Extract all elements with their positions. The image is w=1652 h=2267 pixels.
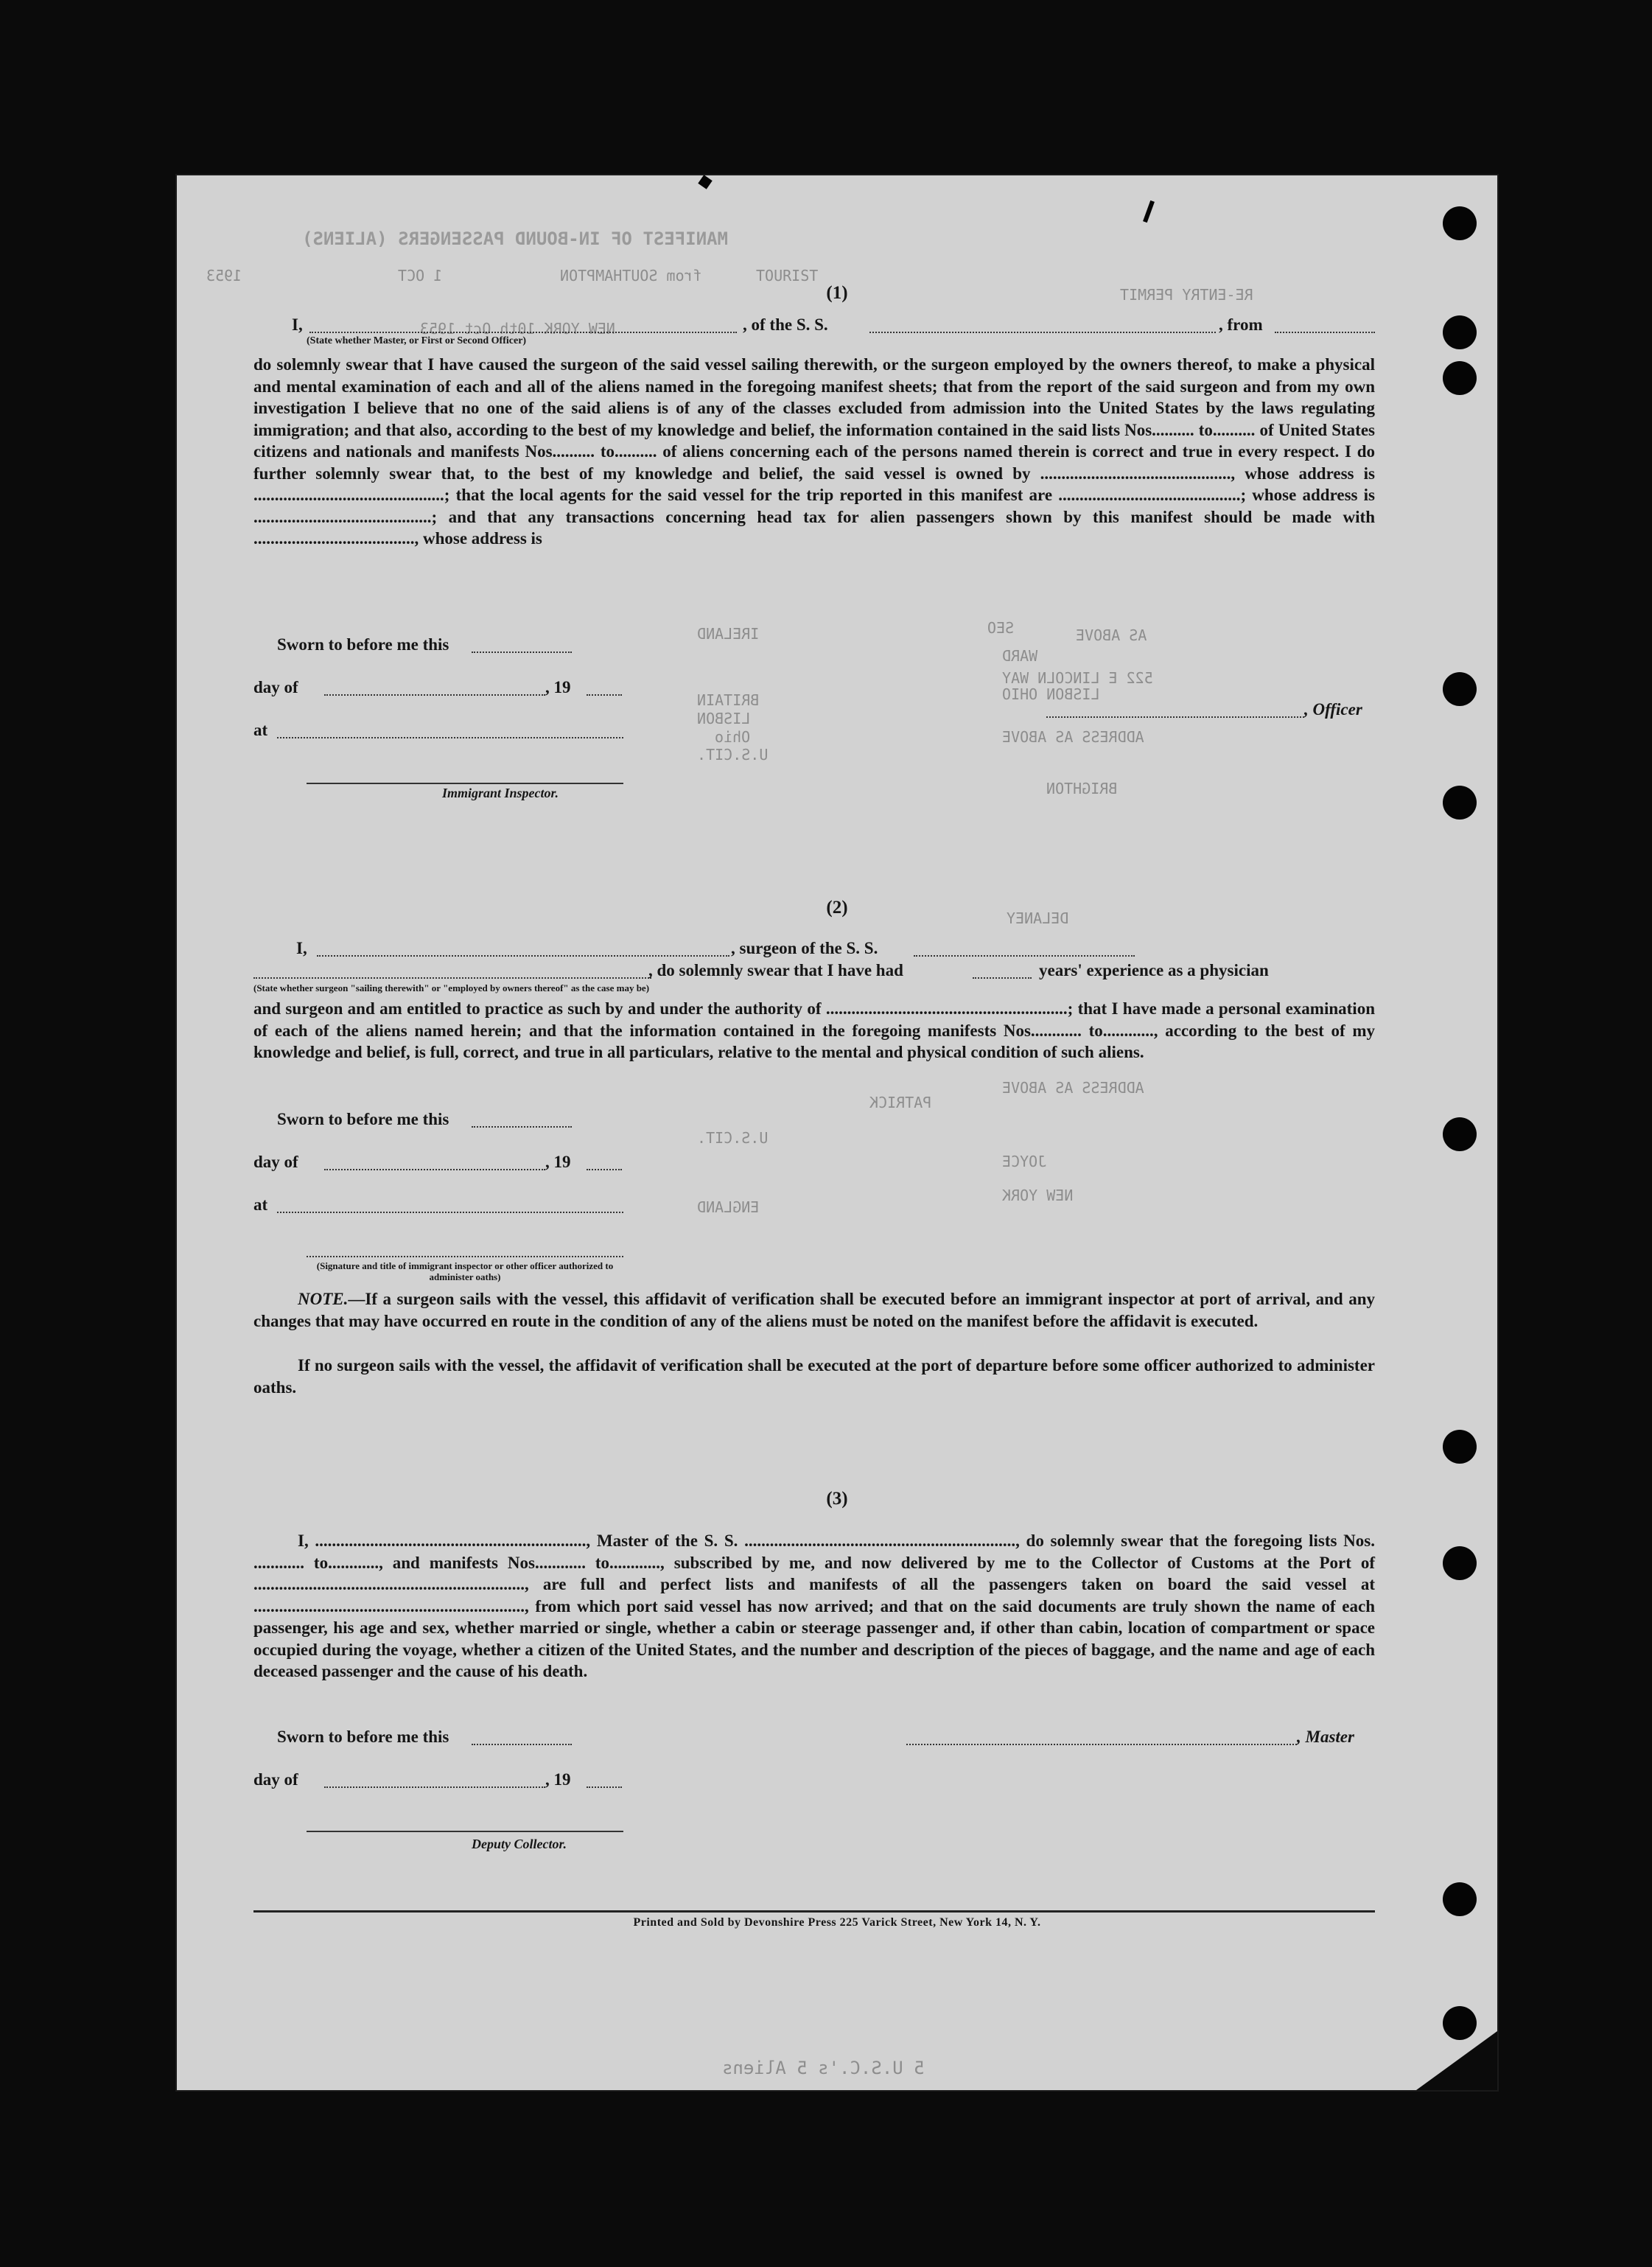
ghost-col-a-4: LISBON OHIO <box>1002 685 1100 703</box>
section-1-officer: , Officer <box>1304 700 1362 719</box>
section-3-deputy: Deputy Collector. <box>472 1837 567 1851</box>
section-2-surgeon-type-blank <box>253 977 651 979</box>
section-1-day-blank <box>324 694 545 696</box>
section-1-from-blank <box>1275 332 1375 333</box>
section-1-sworn: Sworn to before me this <box>277 635 449 654</box>
section-2-years-blank <box>973 977 1032 979</box>
ink-mark <box>1143 200 1155 223</box>
ghost-col-b-6: IRELAND <box>697 625 760 643</box>
note-paragraph-2: If no surgeon sails with the vessel, the affidavit of verification shall be executed at the port of departure before some officer authorized to administer oaths. <box>253 1356 1375 1397</box>
ghost-col-c-5: NEW YORK <box>1002 1187 1074 1204</box>
section-3-sworn: Sworn to before me this <box>277 1728 449 1746</box>
section-1-at: at <box>253 721 268 739</box>
footer-rule <box>253 1910 1375 1913</box>
section-1-officer-blank <box>309 332 737 333</box>
section-2-sworn-had: , do solemnly swear that I have had <box>648 961 903 979</box>
manifest-page <box>177 175 1497 2090</box>
section-3-body: I, ................................................................, Master of the S. S. ................................................................, do solemnly swear that the foregoing lists Nos. ............ to............, and manifests Nos............ to............, subscribed by me, and now delivered by me to the Collector of Customs at the Port of ................................................................, are full and perfect lists and manifests of all the passengers taken on board the said vessel at ................................................................, from which port said vessel has now arrived; and that on the said documents are truly shown the name of each passenger, his age and sex, whether married or single, whether a cabin or steerage passenger and, if other than cabin, location of compartment or space occupied during the voyage, whether a citizen of the United States, and the number and description of the pieces of baggage, and the name and age of each deceased passenger and the cause of his death. <box>253 1531 1375 1680</box>
section-3-day-of: day of <box>253 1770 298 1789</box>
section-2-year-blank <box>587 1169 622 1170</box>
section-2-day-of: day of <box>253 1153 298 1171</box>
section-1-vessel-blank <box>869 332 1216 333</box>
section-2-body: and surgeon and am entitled to practice as such by and under the authority of .........................................................; that I have made a personal examination of each of the aliens named herein; and that the information contained in the foregoing manifests Nos............ to............, according to the best of my knowledge and belief, is full, correct, and true in all particulars, relative to the mental and physical condition of such aliens. <box>253 999 1375 1061</box>
section-3-deputy-line <box>307 1831 623 1832</box>
section-3-sworn-blank <box>472 1744 572 1745</box>
ghost-col-c-3: JOYCE <box>1002 1153 1047 1170</box>
punch-hole <box>1443 672 1477 706</box>
section-2-at-blank <box>277 1212 623 1213</box>
punch-hole <box>1443 1882 1477 1916</box>
ghost-header-class: TOURIST <box>756 267 819 284</box>
ghost-col-b-5: ENGLAND <box>697 1198 760 1216</box>
ghost-header-year: 1953 <box>206 267 242 284</box>
section-1-inspector-line <box>307 783 623 784</box>
section-3-master: , Master <box>1297 1728 1354 1746</box>
punch-hole <box>1443 786 1477 820</box>
punch-hole <box>1443 1117 1477 1151</box>
punch-hole <box>1443 1430 1477 1464</box>
section-1-day-of: day of <box>253 678 298 696</box>
ghost-col-b-4: LISBON <box>697 710 751 727</box>
ghost-col-a-3: ADDRESS AS ABOVE <box>1002 728 1144 746</box>
ghost-col-c-4: BRIGHTON <box>1046 780 1118 797</box>
section-2-number: (2) <box>826 898 848 918</box>
section-1-from: , from <box>1219 315 1263 334</box>
section-2-nineteen: , 19 <box>545 1153 571 1171</box>
ghost-header-date: 1 OCT <box>398 267 443 284</box>
ghost-col-b-2: BRITAIN <box>697 691 760 709</box>
ghost-col-c-6: U.S.CIT. <box>697 1129 769 1147</box>
ghost-col-c-2: PATRICK <box>869 1094 932 1111</box>
printer-imprint: Printed and Sold by Devonshire Press 225 Varick Street, New York 14, N. Y. <box>633 1916 1041 1929</box>
section-3-day-blank <box>324 1786 545 1788</box>
ghost-reentry: RE-ENTRY PERMIT <box>1120 286 1253 304</box>
section-2-vessel-blank <box>914 955 1135 957</box>
section-2-surgeon-blank <box>317 955 729 957</box>
ghost-header-from: from SOUTHAMPTON <box>560 267 702 284</box>
ghost-col-a-1: SEO <box>987 619 1015 637</box>
section-2-day-blank <box>324 1169 545 1170</box>
ghost-col-c-1: DELANEY <box>1007 909 1069 927</box>
section-2-years: years' experience as a physician <box>1039 961 1269 979</box>
section-1-inspector: Immigrant Inspector. <box>442 786 559 800</box>
note-label: NOTE. <box>298 1290 349 1308</box>
ghost-col-a-7: ADDRESS AS ABOVE <box>1002 1079 1144 1097</box>
ghost-col-b-1: U.S.CIT. <box>697 746 769 764</box>
section-1-officer-sign-blank <box>1046 716 1304 718</box>
section-1-of-ss: , of the S. S. <box>743 315 828 334</box>
punch-hole <box>1443 1546 1477 1580</box>
ghost-arrival: NEW YORK 10th Oct 1953 <box>420 320 615 338</box>
ghost-col-a-5: 522 E LINCOLN WAY <box>1002 669 1153 687</box>
punch-hole <box>1443 206 1477 240</box>
section-2-signature-note: (Signature and title of immigrant inspector or other officer authorized to administer oaths) <box>316 1260 614 1282</box>
section-1-sworn-blank <box>472 652 572 653</box>
ghost-header-title: MANIFEST OF IN-BOUND PASSENGERS (ALIENS) <box>302 228 728 249</box>
punch-hole <box>1443 315 1477 349</box>
ghost-col-c-7: 5 U.S.C.'s 5 Aliens <box>722 2058 925 2078</box>
note-paragraph <box>253 1288 1375 1332</box>
section-2-state-note: (State whether surgeon "sailing therewith" or "employed by owners thereof" as the case may be) <box>253 982 650 993</box>
section-2-sworn-blank <box>472 1126 572 1128</box>
ink-mark <box>698 175 712 189</box>
note-text-1: —If a surgeon sails with the vessel, this affidavit of verification shall be executed before an immigrant inspector at port of arrival, and any changes that may have occurred en route in the condition of any of the aliens must be noted on the manifest before the affidavit is executed. <box>253 1290 1375 1330</box>
section-1-at-blank <box>277 737 623 738</box>
section-1-state-note: (State whether Master, or First or Second Officer) <box>307 335 527 346</box>
section-1-year-blank <box>587 694 622 696</box>
ghost-col-a-2: WARD <box>1002 647 1038 665</box>
section-3-year-blank <box>587 1786 622 1788</box>
section-1-number: (1) <box>826 283 848 303</box>
section-3-number: (3) <box>826 1489 848 1509</box>
section-1-body: do solemnly swear that I have caused the surgeon of the said vessel sailing therewith, or the surgeon employed by the owners thereof, to make a physical and mental examination of each and all of the aliens named in the foregoing manifest sheets; that from the report of the said surgeon and from my own investigation I believe that no one of the said aliens is of any of the classes excluded from admission into the United States by the laws regulating immigration; and that also, according to the best of my knowledge and belief, the information contained in the said lists Nos.......... to.......... of United States citizens and nationals and manifests Nos.......... to.......... of aliens concerning each of the persons named therein is correct and true in every respect. I do further solemnly swear that, to the best of my knowledge and belief, the said vessel is owned by ............................................., whose address is .............................................; that the local agents for the said vessel for the trip reported in this manifest are ...........................................; whose address is ..........................................; and that any transactions concerning head tax for alien passengers shown by this manifest should be made with ......................................, whose address is <box>253 355 1375 548</box>
section-2-at: at <box>253 1195 268 1214</box>
section-2-surgeon-of: , surgeon of the S. S. <box>731 939 878 957</box>
punch-hole <box>1443 361 1477 395</box>
section-3-nineteen: , 19 <box>545 1770 571 1789</box>
section-3-master-blank <box>906 1744 1297 1745</box>
section-1-lead: I, <box>292 315 303 334</box>
section-1-nineteen: , 19 <box>545 678 571 696</box>
section-2-signature-blank <box>307 1256 623 1257</box>
section-2-sworn: Sworn to before me this <box>277 1110 449 1128</box>
corner-fold <box>1416 2031 1497 2090</box>
section-2-lead: I, <box>296 939 307 957</box>
ghost-col-b-3: Ohio <box>715 728 751 746</box>
ghost-col-a-6: AS ABOVE <box>1076 626 1147 644</box>
